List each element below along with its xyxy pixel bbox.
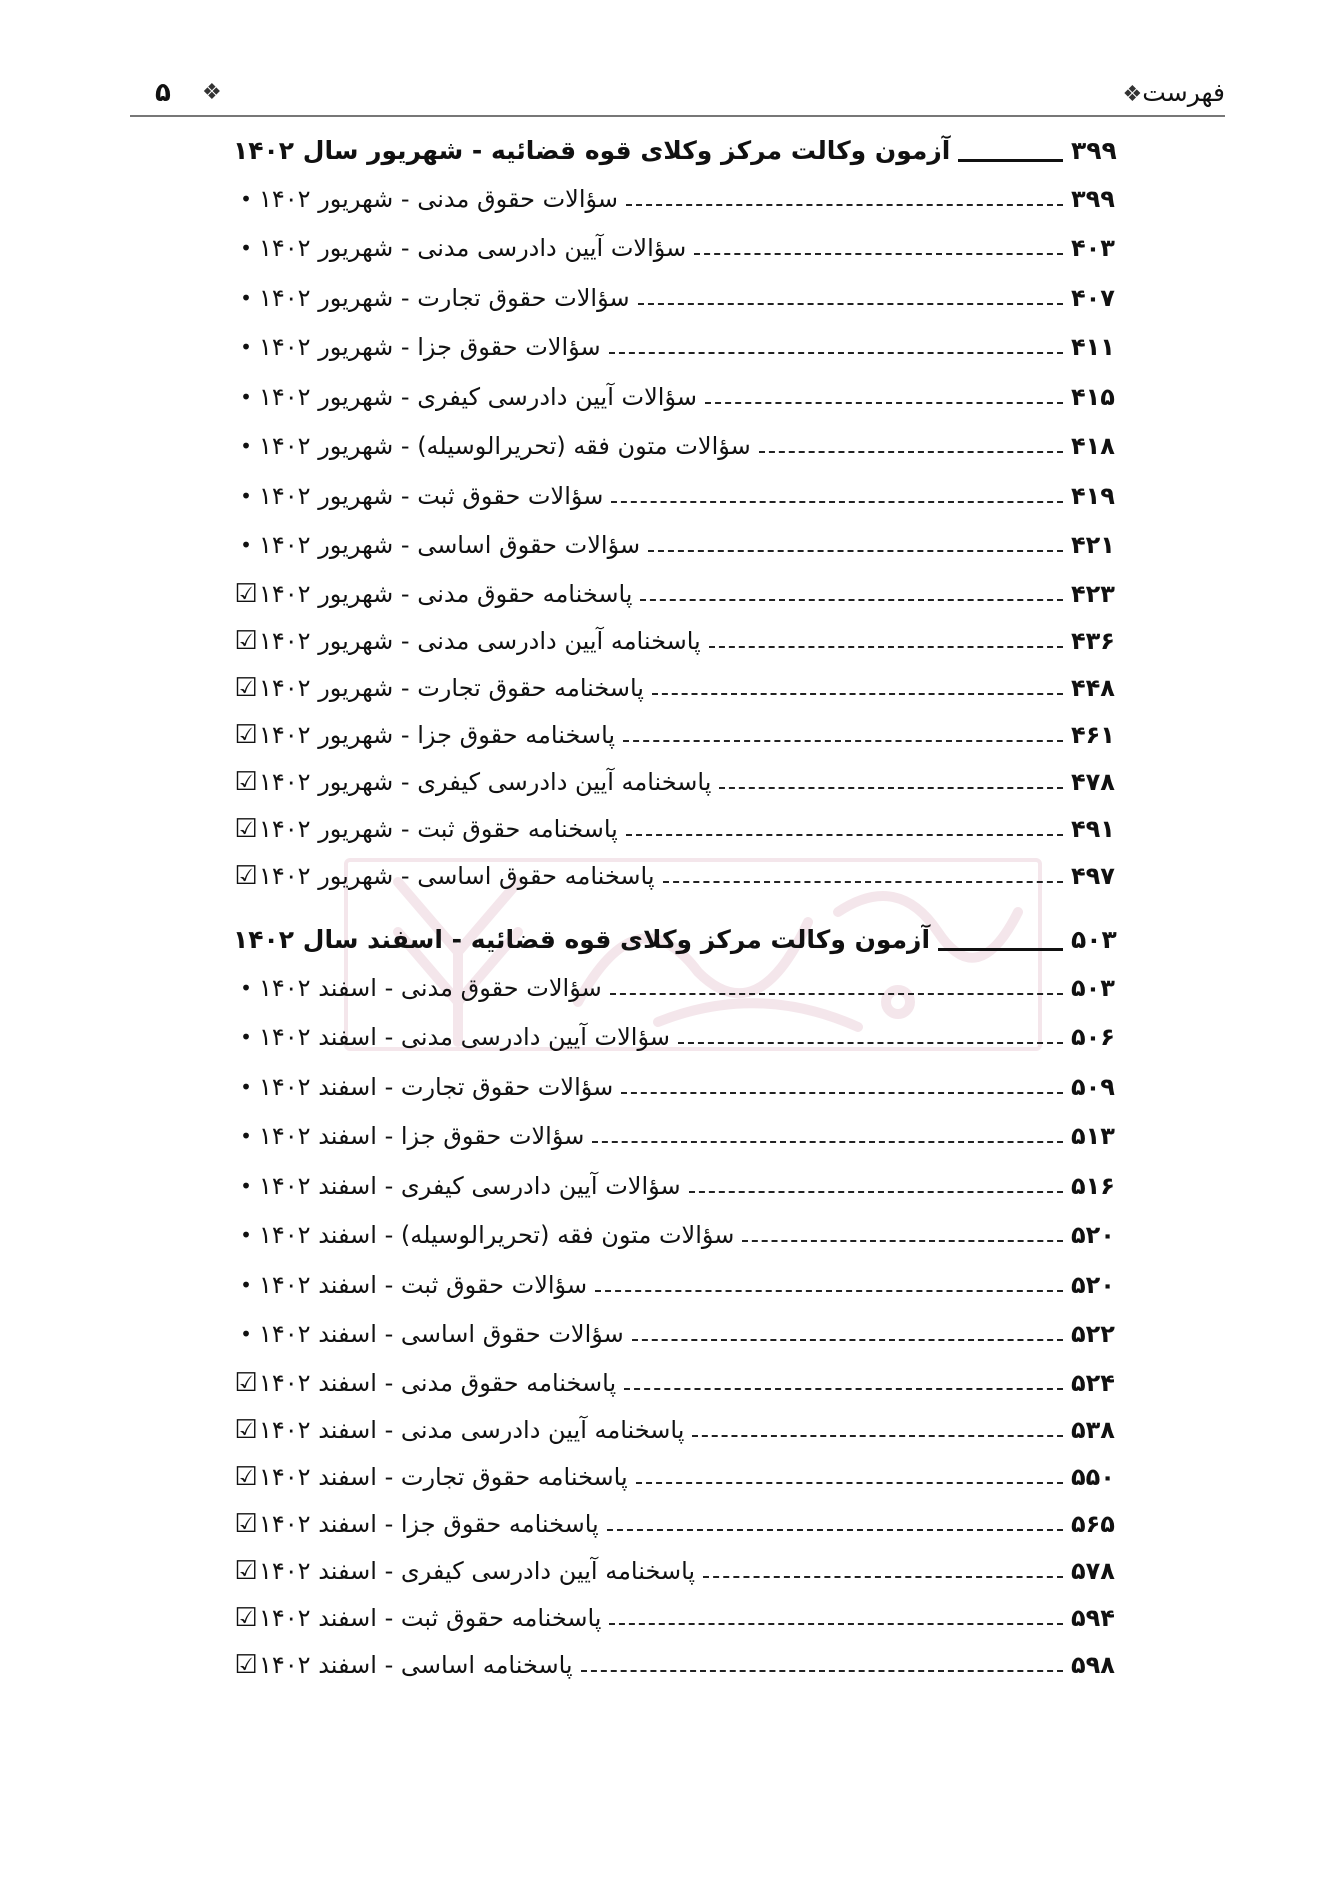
dotted-leader xyxy=(636,1482,1063,1484)
bullet-icon: • xyxy=(240,1322,252,1347)
toc-page-number: ۴۲۳ xyxy=(1071,579,1115,608)
toc-question-entry[interactable] xyxy=(233,422,1123,472)
toc-page-number: ۳۹۹ xyxy=(1071,135,1117,165)
toc-entry-title: سؤالات متون فقه (تحریرالوسیله) - شهریور ۱۴۰۲ xyxy=(259,432,751,461)
dotted-leader xyxy=(648,550,1063,552)
toc-question-entry[interactable] xyxy=(233,1013,1123,1063)
checkbox-checked-icon: ☑ xyxy=(234,1367,258,1398)
bullet-icon: • xyxy=(240,1223,252,1248)
bullet-icon: • xyxy=(240,1124,252,1149)
dotted-leader xyxy=(694,253,1063,255)
checkbox-checked-icon: ☑ xyxy=(234,1555,258,1586)
toc-question-entry[interactable] xyxy=(233,471,1123,521)
bullet-icon: • xyxy=(240,434,252,459)
toc-question-entry[interactable] xyxy=(233,1260,1123,1310)
toc-entry-title: سؤالات آیین دادرسی مدنی - شهریور ۱۴۰۲ xyxy=(259,234,687,263)
toc-page-number: ۵۲۰ xyxy=(1071,1221,1115,1250)
dotted-leader xyxy=(759,451,1063,453)
dotted-leader xyxy=(607,1529,1063,1531)
dotted-leader xyxy=(938,948,1063,951)
toc-section xyxy=(233,126,1123,899)
toc-page-number: ۴۹۱ xyxy=(1071,814,1115,843)
toc-entry-title: پاسخنامه حقوق مدنی - شهریور ۱۴۰۲ xyxy=(259,579,633,608)
toc-entry-title: سؤالات آیین دادرسی کیفری - اسفند ۱۴۰۲ xyxy=(259,1171,681,1200)
toc-question-entry[interactable] xyxy=(233,174,1123,224)
dotted-leader xyxy=(595,1290,1063,1292)
bullet-icon: • xyxy=(240,1074,252,1099)
dotted-leader xyxy=(609,1623,1063,1625)
checkbox-checked-icon: ☑ xyxy=(234,719,258,750)
toc-page-number: ۵۱۳ xyxy=(1071,1122,1115,1151)
checkbox-checked-icon: ☑ xyxy=(234,1649,258,1680)
toc-question-entry[interactable] xyxy=(233,1161,1123,1211)
toc-entry-title: پاسخنامه حقوق مدنی - اسفند ۱۴۰۲ xyxy=(259,1368,617,1397)
toc-answer-entry[interactable] xyxy=(233,1641,1123,1688)
bullet-icon: • xyxy=(240,236,252,261)
toc-answer-entry[interactable] xyxy=(233,1359,1123,1406)
toc-answer-entry[interactable] xyxy=(233,852,1123,899)
toc-entry-title: سؤالات حقوق ثبت - اسفند ۱۴۰۲ xyxy=(259,1270,588,1299)
toc-entry-title: پاسخنامه حقوق ثبت - شهریور ۱۴۰۲ xyxy=(259,814,618,843)
toc-entry-title: پاسخنامه حقوق جزا - اسفند ۱۴۰۲ xyxy=(259,1509,599,1538)
table-of-contents xyxy=(233,126,1123,1688)
toc-answer-entry[interactable] xyxy=(233,570,1123,617)
dotted-leader xyxy=(632,1339,1063,1341)
dotted-leader xyxy=(689,1191,1063,1193)
toc-question-entry[interactable] xyxy=(233,273,1123,323)
header-title-text: فهرست xyxy=(1142,78,1225,107)
checkbox-checked-icon: ☑ xyxy=(234,625,258,656)
dotted-leader xyxy=(678,1042,1063,1044)
checkbox-checked-icon: ☑ xyxy=(234,1602,258,1633)
toc-entry-title: پاسخنامه حقوق تجارت - اسفند ۱۴۰۲ xyxy=(259,1462,628,1491)
toc-entry-title: سؤالات حقوق اساسی - اسفند ۱۴۰۲ xyxy=(259,1320,624,1349)
bullet-icon: • xyxy=(240,384,252,409)
toc-page-number: ۴۴۸ xyxy=(1071,673,1115,702)
dotted-leader xyxy=(705,402,1063,404)
dotted-leader xyxy=(652,693,1063,695)
dotted-leader xyxy=(611,501,1063,503)
toc-entry-title: آزمون وکالت مرکز وکلای قوه قضائیه - شهریور سال ۱۴۰۲ xyxy=(233,135,951,165)
toc-page-number: ۵۲۰ xyxy=(1071,1270,1115,1299)
toc-entry-title: پاسخنامه آیین دادرسی مدنی - شهریور ۱۴۰۲ xyxy=(259,626,701,655)
checkbox-checked-icon: ☑ xyxy=(234,860,258,891)
bullet-icon: • xyxy=(240,1173,252,1198)
dotted-leader xyxy=(609,352,1063,354)
bullet-icon: • xyxy=(240,975,252,1000)
dotted-leader xyxy=(742,1240,1063,1242)
toc-page-number: ۵۹۴ xyxy=(1071,1603,1115,1632)
toc-page-number: ۵۶۵ xyxy=(1071,1509,1115,1538)
bullet-icon: • xyxy=(240,483,252,508)
toc-page-number: ۵۷۸ xyxy=(1071,1556,1115,1585)
dotted-leader xyxy=(692,1435,1063,1437)
dotted-leader xyxy=(703,1576,1063,1578)
toc-answer-entry[interactable] xyxy=(233,1547,1123,1594)
toc-answer-entry[interactable] xyxy=(233,1453,1123,1500)
toc-question-entry[interactable] xyxy=(233,1310,1123,1360)
toc-entry-title: سؤالات حقوق مدنی - اسفند ۱۴۰۲ xyxy=(259,973,602,1002)
dotted-leader xyxy=(581,1670,1063,1672)
dotted-leader xyxy=(638,303,1063,305)
toc-page-number: ۴۱۱ xyxy=(1071,333,1115,362)
toc-page-number: ۴۰۷ xyxy=(1071,283,1115,312)
dotted-leader xyxy=(626,204,1063,206)
toc-page-number: ۵۲۴ xyxy=(1071,1368,1115,1397)
toc-page-number: ۵۹۸ xyxy=(1071,1650,1115,1679)
toc-entry-title: سؤالات حقوق ثبت - شهریور ۱۴۰۲ xyxy=(259,481,604,510)
toc-page-number: ۵۳۸ xyxy=(1071,1415,1115,1444)
toc-question-entry[interactable] xyxy=(233,1211,1123,1261)
bullet-icon: • xyxy=(240,1272,252,1297)
toc-question-entry[interactable] xyxy=(233,1062,1123,1112)
bullet-icon: • xyxy=(240,186,252,211)
toc-entry-title: سؤالات آیین دادرسی مدنی - اسفند ۱۴۰۲ xyxy=(259,1023,670,1052)
bullet-icon: • xyxy=(240,1025,252,1050)
toc-page-number: ۴۱۹ xyxy=(1071,481,1115,510)
toc-entry-title: آزمون وکالت مرکز وکلای قوه قضائیه - اسفند سال ۱۴۰۲ xyxy=(233,924,931,954)
dotted-leader xyxy=(663,881,1063,883)
toc-answer-entry[interactable] xyxy=(233,758,1123,805)
toc-entry-title: پاسخنامه آیین دادرسی کیفری - اسفند ۱۴۰۲ xyxy=(259,1556,696,1585)
toc-page-number: ۴۱۸ xyxy=(1071,432,1115,461)
toc-answer-entry[interactable] xyxy=(233,711,1123,758)
toc-page-number: ۴۱۵ xyxy=(1071,382,1115,411)
page-header xyxy=(130,72,1225,114)
toc-page-number: ۳۹۹ xyxy=(1071,184,1115,213)
dotted-leader xyxy=(640,599,1063,601)
toc-section xyxy=(233,915,1123,1688)
checkbox-checked-icon: ☑ xyxy=(234,1461,258,1492)
toc-page-number: ۵۰۹ xyxy=(1071,1072,1115,1101)
dotted-leader xyxy=(621,1092,1063,1094)
toc-entry-title: پاسخنامه آیین دادرسی کیفری - شهریور ۱۴۰۲ xyxy=(259,767,712,796)
checkbox-checked-icon: ☑ xyxy=(234,1414,258,1445)
toc-question-entry[interactable] xyxy=(233,372,1123,422)
checkbox-checked-icon: ☑ xyxy=(234,578,258,609)
toc-page-number: ۵۰۶ xyxy=(1071,1023,1115,1052)
toc-answer-entry[interactable] xyxy=(233,617,1123,664)
toc-entry-title: سؤالات حقوق تجارت - شهریور ۱۴۰۲ xyxy=(259,283,630,312)
toc-page-number: ۵۲۲ xyxy=(1071,1320,1115,1349)
toc-answer-entry[interactable] xyxy=(233,1594,1123,1641)
checkbox-checked-icon: ☑ xyxy=(234,766,258,797)
toc-page-number: ۴۷۸ xyxy=(1071,767,1115,796)
toc-entry-title: پاسخنامه حقوق جزا - شهریور ۱۴۰۲ xyxy=(259,720,616,749)
toc-page-number: ۵۰۳ xyxy=(1071,924,1117,954)
checkbox-checked-icon: ☑ xyxy=(234,1508,258,1539)
diamond-ornament-icon: ❖ xyxy=(202,80,222,105)
toc-answer-entry[interactable] xyxy=(233,1406,1123,1453)
toc-entry-title: پاسخنامه حقوق تجارت - شهریور ۱۴۰۲ xyxy=(259,673,644,702)
checkbox-checked-icon: ☑ xyxy=(234,672,258,703)
toc-page-number: ۵۵۰ xyxy=(1071,1462,1115,1491)
bullet-icon: • xyxy=(240,285,252,310)
dotted-leader xyxy=(709,646,1063,648)
toc-entry-title: سؤالات حقوق جزا - شهریور ۱۴۰۲ xyxy=(259,333,601,362)
diamond-ornament-icon: ❖ xyxy=(1122,82,1143,107)
toc-entry-title: سؤالات حقوق تجارت - اسفند ۱۴۰۲ xyxy=(259,1072,614,1101)
dotted-leader xyxy=(592,1141,1063,1143)
bullet-icon: • xyxy=(240,335,252,360)
toc-page-number: ۴۰۳ xyxy=(1071,234,1115,263)
toc-question-entry[interactable] xyxy=(233,323,1123,373)
toc-answer-entry[interactable] xyxy=(233,1500,1123,1547)
toc-entry-title: سؤالات متون فقه (تحریرالوسیله) - اسفند ۱۴۰۲ xyxy=(259,1221,735,1250)
dotted-leader xyxy=(610,993,1063,995)
dotted-leader xyxy=(719,787,1063,789)
toc-entry-title: پاسخنامه آیین دادرسی مدنی - اسفند ۱۴۰۲ xyxy=(259,1415,685,1444)
toc-question-entry[interactable] xyxy=(233,1112,1123,1162)
toc-page-number: ۴۶۱ xyxy=(1071,720,1115,749)
toc-page-number: ۵۱۶ xyxy=(1071,1171,1115,1200)
toc-answer-entry[interactable] xyxy=(233,664,1123,711)
bullet-icon: • xyxy=(240,533,252,558)
toc-entry-title: سؤالات حقوق جزا - اسفند ۱۴۰۲ xyxy=(259,1122,585,1151)
toc-entry-title: پاسخنامه اساسی - اسفند ۱۴۰۲ xyxy=(259,1650,573,1679)
dotted-leader xyxy=(623,740,1063,742)
header-title xyxy=(1123,72,1226,116)
toc-entry-title: سؤالات آیین دادرسی کیفری - شهریور ۱۴۰۲ xyxy=(259,382,697,411)
dotted-leader xyxy=(958,159,1063,162)
toc-page-number: ۴۲۱ xyxy=(1071,531,1115,560)
toc-page-number: ۵۰۳ xyxy=(1071,973,1115,1002)
toc-page-number: ۴۹۷ xyxy=(1071,861,1115,890)
toc-entry-title: پاسخنامه حقوق اساسی - شهریور ۱۴۰۲ xyxy=(259,861,655,890)
toc-question-entry[interactable] xyxy=(233,521,1123,571)
checkbox-checked-icon: ☑ xyxy=(234,813,258,844)
toc-question-entry[interactable] xyxy=(233,963,1123,1013)
toc-entry-title: سؤالات حقوق اساسی - شهریور ۱۴۰۲ xyxy=(259,531,641,560)
header-rule xyxy=(130,115,1225,117)
toc-section-heading[interactable] xyxy=(233,915,1123,963)
toc-answer-entry[interactable] xyxy=(233,805,1123,852)
toc-entry-title: سؤالات حقوق مدنی - شهریور ۱۴۰۲ xyxy=(259,184,619,213)
toc-entry-title: پاسخنامه حقوق ثبت - اسفند ۱۴۰۲ xyxy=(259,1603,602,1632)
toc-section-heading[interactable] xyxy=(233,126,1123,174)
page-number: ۵ xyxy=(155,78,171,108)
dotted-leader xyxy=(626,834,1063,836)
toc-page-number: ۴۳۶ xyxy=(1071,626,1115,655)
dotted-leader xyxy=(624,1388,1063,1390)
toc-question-entry[interactable] xyxy=(233,224,1123,274)
